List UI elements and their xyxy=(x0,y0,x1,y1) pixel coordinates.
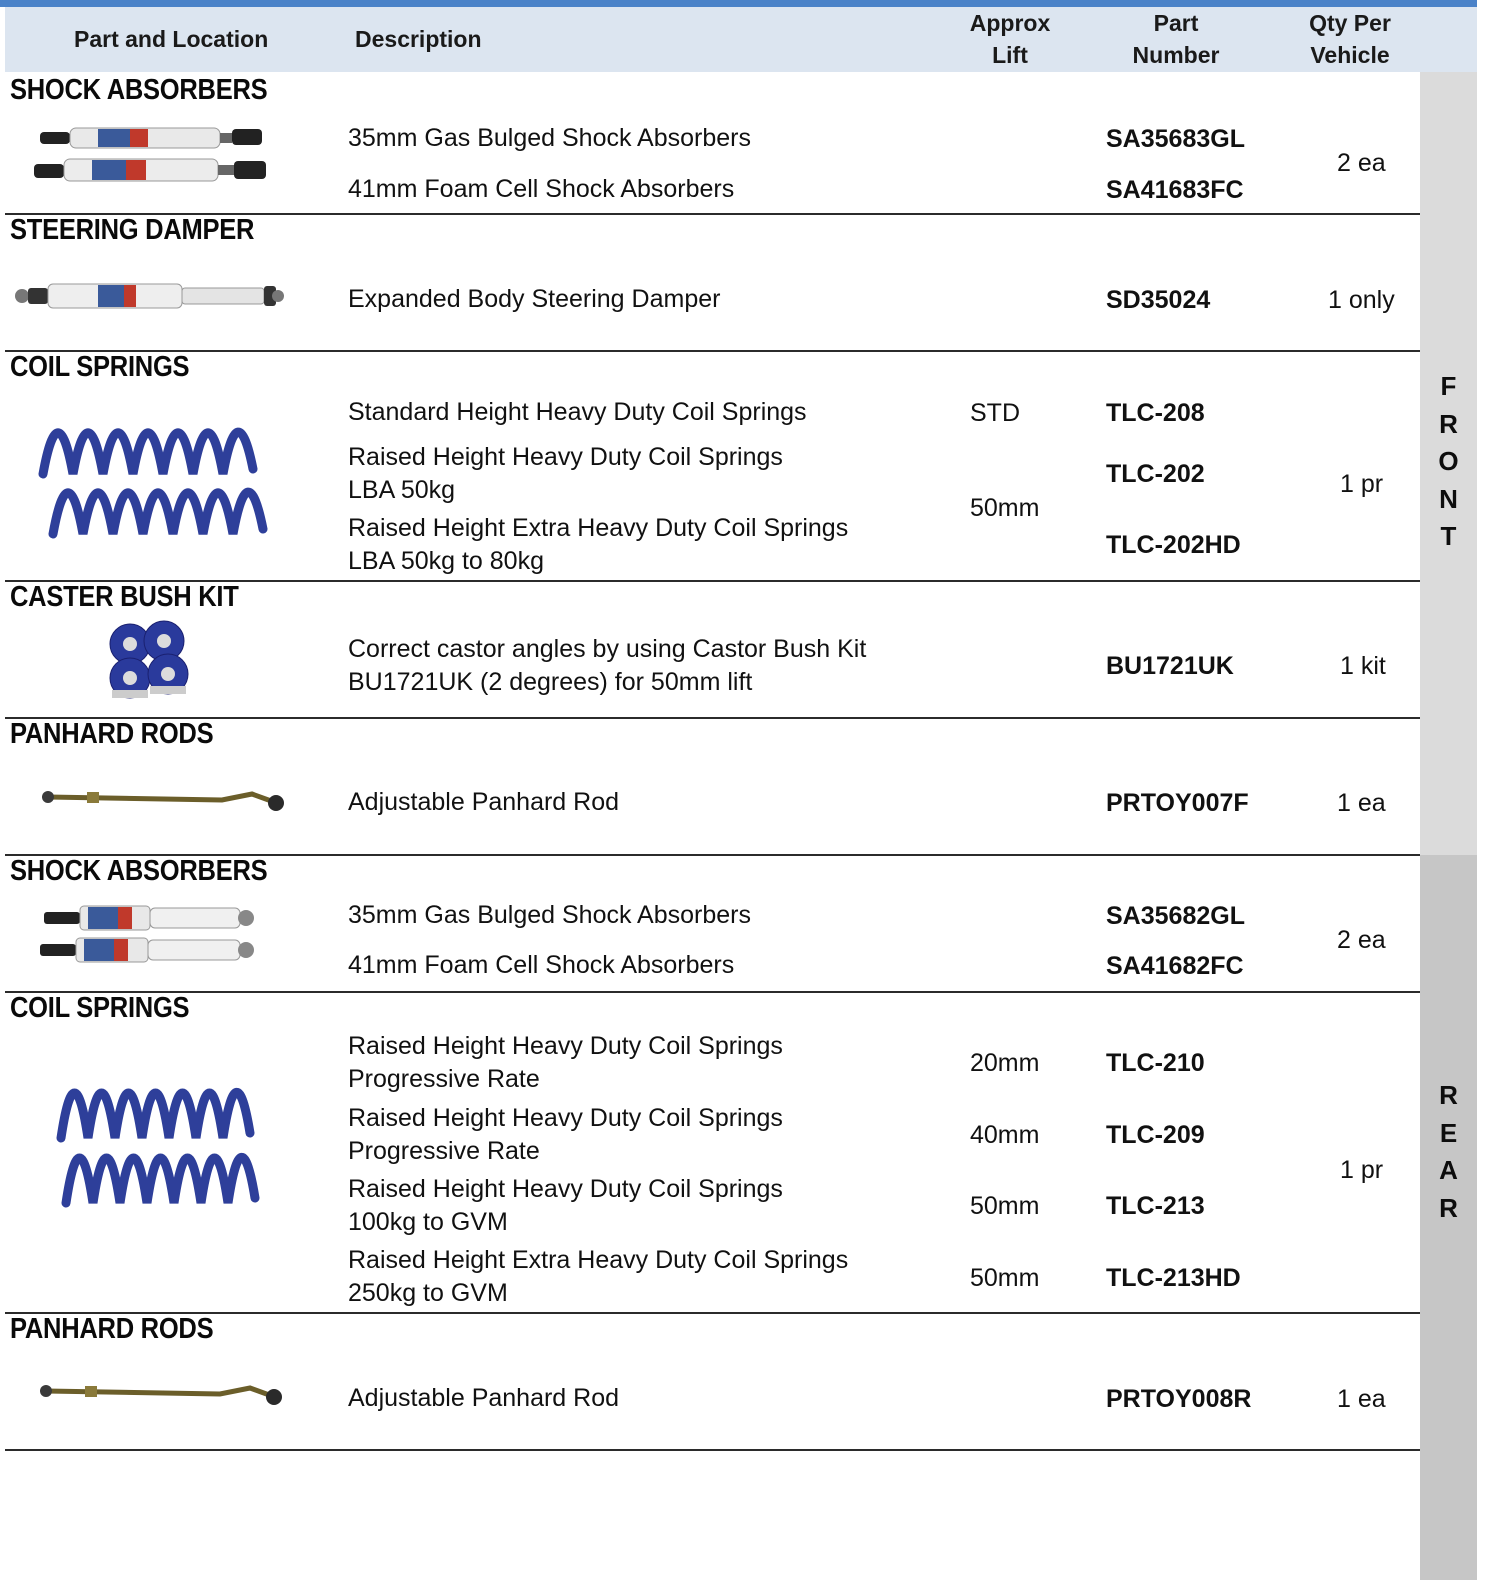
coil-spring-image xyxy=(38,424,273,539)
rear-side-column xyxy=(1420,855,1477,1580)
quantity: 1 kit xyxy=(1340,652,1386,680)
panhard-rod-image xyxy=(42,788,287,818)
quantity: 1 ea xyxy=(1337,1385,1386,1413)
caster-bush-image xyxy=(102,622,197,702)
description: 41mm Foam Cell Shock Absorbers xyxy=(348,951,735,979)
bush-4 xyxy=(148,654,188,694)
section-title-rear-coil-springs: COIL SPRINGS xyxy=(10,992,190,1024)
part-number: TLC-202HD xyxy=(1106,531,1241,559)
approx-lift: STD xyxy=(970,399,1020,427)
shock-absorber-top xyxy=(40,128,262,148)
part-number: SA35682GL xyxy=(1106,902,1245,930)
description: Correct castor angles by using Castor Bush Kit BU1721UK (2 degrees) for 50mm lift xyxy=(348,635,867,696)
section-title-front-coil-springs: COIL SPRINGS xyxy=(10,351,190,383)
shock-absorber-image xyxy=(40,902,260,968)
header-description: Description xyxy=(355,26,482,52)
panhard-rod-image xyxy=(40,1382,285,1412)
bush-3 xyxy=(110,658,150,698)
approx-lift: 50mm xyxy=(970,1264,1040,1292)
description: Standard Height Heavy Duty Coil Springs xyxy=(348,398,807,426)
header-qty: Qty Per Vehicle xyxy=(1309,10,1391,68)
top-accent-bar xyxy=(0,0,1477,7)
part-number: TLC-202 xyxy=(1106,460,1205,488)
section-title-front-panhard-rods: PANHARD RODS xyxy=(10,718,214,750)
header-part-number: Part Number xyxy=(1132,10,1220,68)
description: Raised Height Heavy Duty Coil Springs Progressive Rate xyxy=(348,1032,783,1093)
part-number: TLC-208 xyxy=(1106,399,1205,427)
description: Raised Height Heavy Duty Coil Springs Progressive Rate xyxy=(348,1104,783,1165)
section-title-steering-damper: STEERING DAMPER xyxy=(10,214,255,246)
section-title-rear-panhard-rods: PANHARD RODS xyxy=(10,1313,214,1345)
description: Raised Height Heavy Duty Coil Springs 100kg to GVM xyxy=(348,1175,783,1236)
quantity: 1 only xyxy=(1328,286,1395,314)
row-divider xyxy=(5,1449,1420,1451)
rear-label: R E A R xyxy=(1439,1080,1458,1223)
description: 35mm Gas Bulged Shock Absorbers xyxy=(348,124,751,152)
table-header xyxy=(5,7,1477,72)
description: Expanded Body Steering Damper xyxy=(348,285,721,313)
quantity: 2 ea xyxy=(1337,149,1386,177)
part-number: PRTOY008R xyxy=(1106,1385,1252,1413)
part-number: TLC-213 xyxy=(1106,1192,1205,1220)
part-number: SA41683FC xyxy=(1106,176,1244,204)
shock-absorber-top xyxy=(44,906,254,930)
shock-absorber-bottom xyxy=(34,159,266,181)
description: Raised Height Heavy Duty Coil Springs LBA 50kg xyxy=(348,443,783,504)
part-number: TLC-213HD xyxy=(1106,1264,1241,1292)
front-label: F R O N T xyxy=(1438,371,1459,551)
approx-lift: 40mm xyxy=(970,1121,1040,1149)
row-divider xyxy=(5,991,1420,993)
quantity: 1 pr xyxy=(1340,470,1384,498)
section-title-caster-bush-kit: CASTER BUSH KIT xyxy=(10,581,239,613)
quantity: 2 ea xyxy=(1337,926,1386,954)
part-number: BU1721UK xyxy=(1106,652,1234,680)
row-divider xyxy=(5,350,1420,352)
section-title-rear-shock-absorbers: SHOCK ABSORBERS xyxy=(10,855,268,887)
part-number: TLC-210 xyxy=(1106,1049,1205,1077)
part-number: SD35024 xyxy=(1106,286,1211,314)
part-number: TLC-209 xyxy=(1106,1121,1205,1149)
steering-damper-image xyxy=(14,274,284,318)
part-number: SA35683GL xyxy=(1106,125,1245,153)
header-approx-lift: Approx Lift xyxy=(969,10,1051,68)
approx-lift: 20mm xyxy=(970,1049,1040,1077)
quantity: 1 ea xyxy=(1337,789,1386,817)
approx-lift: 50mm xyxy=(970,1192,1040,1220)
section-title-front-shock-absorbers: SHOCK ABSORBERS xyxy=(10,74,268,106)
part-number: PRTOY007F xyxy=(1106,789,1249,817)
row-divider xyxy=(5,1312,1420,1314)
row-divider xyxy=(5,717,1420,719)
front-side-column xyxy=(1420,72,1477,855)
description: Adjustable Panhard Rod xyxy=(348,1384,620,1412)
description: 41mm Foam Cell Shock Absorbers xyxy=(348,175,735,203)
part-number: SA41682FC xyxy=(1106,952,1244,980)
shock-absorber-bottom xyxy=(40,938,254,962)
description: Raised Height Extra Heavy Duty Coil Springs LBA 50kg to 80kg xyxy=(348,514,849,575)
description: 35mm Gas Bulged Shock Absorbers xyxy=(348,901,751,929)
header-part-location: Part and Location xyxy=(74,26,269,52)
description: Adjustable Panhard Rod xyxy=(348,788,620,816)
approx-lift: 50mm xyxy=(970,494,1040,522)
quantity: 1 pr xyxy=(1340,1156,1384,1184)
shock-absorber-image xyxy=(30,123,270,193)
description: Raised Height Extra Heavy Duty Coil Springs 250kg to GVM xyxy=(348,1246,849,1307)
coil-spring-image xyxy=(56,1083,261,1208)
